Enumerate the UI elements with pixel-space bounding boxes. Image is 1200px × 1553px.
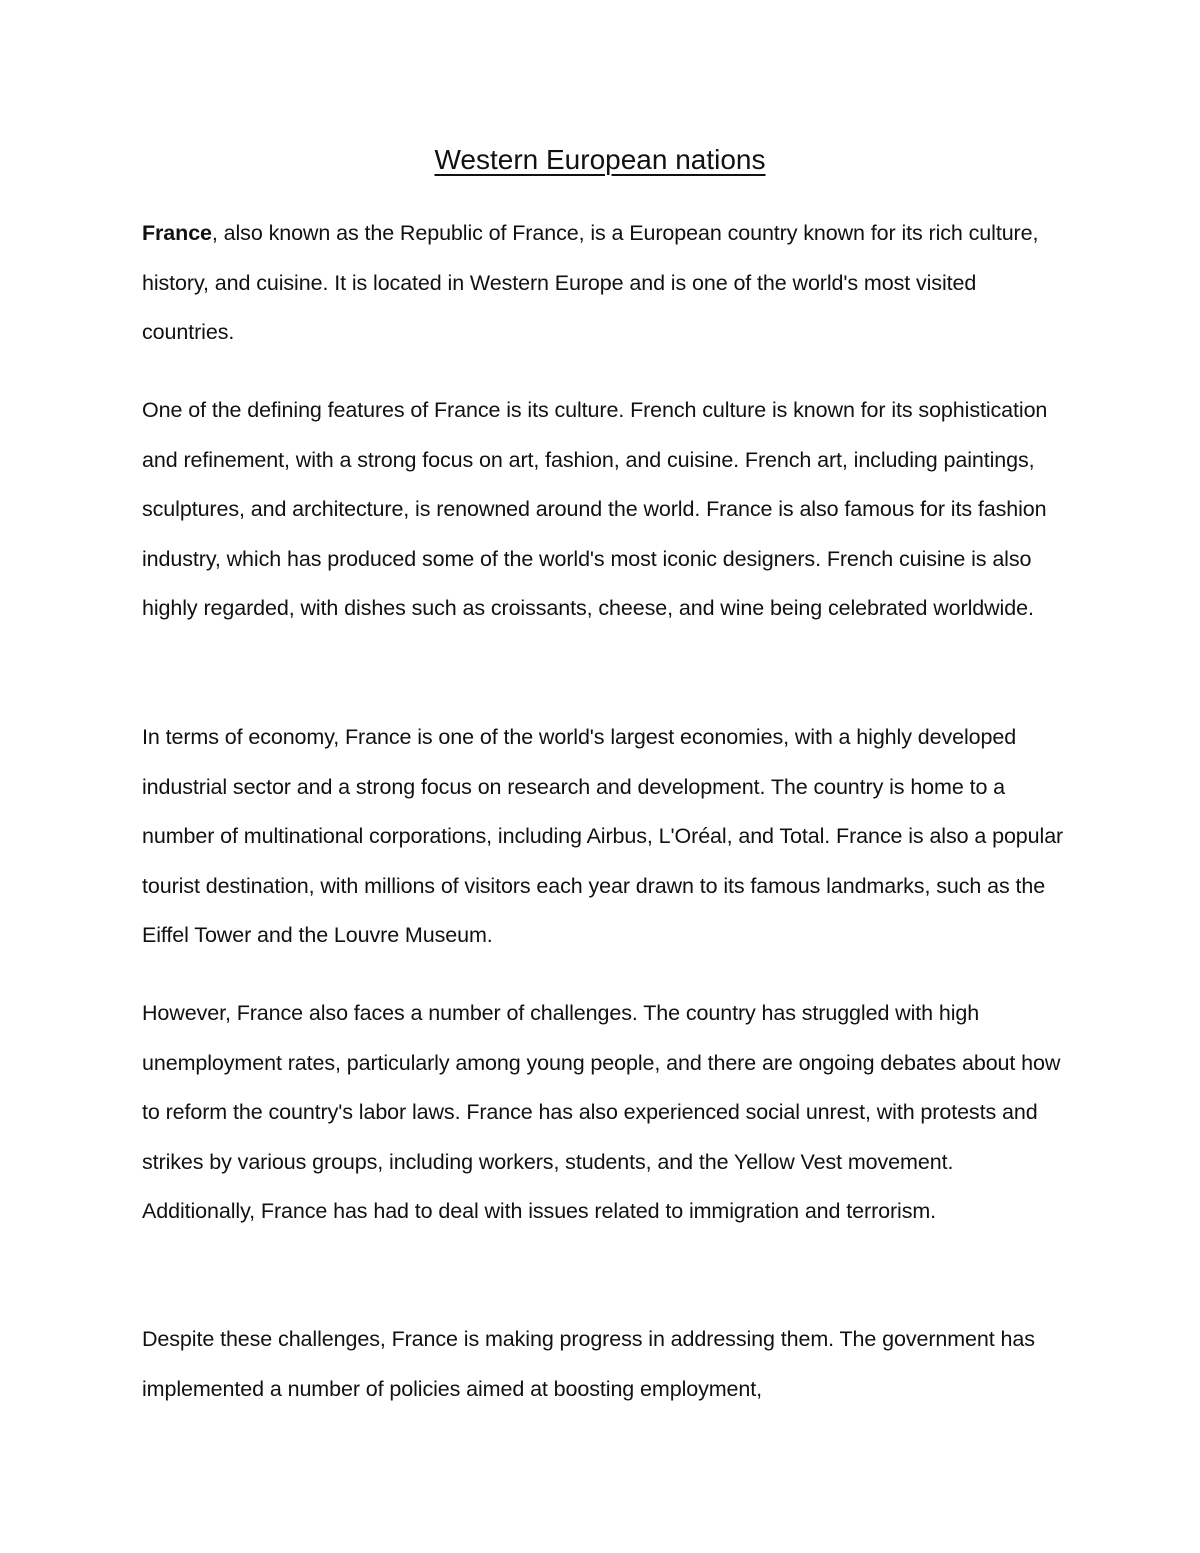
document-title: Western European nations	[434, 144, 766, 175]
paragraph-challenges: However, France also faces a number of challenges. The country has struggled with high unemployment rates, particularly among young people, and there are ongoing debates about how to reform the country's labor laws. France has also experienced social unrest, with protests and strikes by various groups, including workers, students, and the Yellow Vest movement. Additionally, France has had to deal with issues related to immigration and terrorism.	[142, 1001, 1061, 1223]
paragraph-culture: One of the defining features of France is its culture. French culture is known for its sophistication and refinement, with a strong focus on art, fashion, and cuisine. French art, including paintings, sculptures, and architecture, is renowned around the world. France is also famous for its fashion industry, which has produced some of the world's most iconic designers. French cuisine is also highly regarded, with dishes such as croissants, cheese, and wine being celebrated worldwide.	[142, 398, 1048, 620]
paragraph-economy: In terms of economy, France is one of the world's largest economies, with a highly developed industrial sector and a strong focus on research and development. The country is home to a number of multinational corporations, including Airbus, L'Oréal, and Total. France is also a popular tourist destination, with millions of visitors each year drawn to its famous landmarks, such as the Eiffel Tower and the Louvre Museum.	[142, 725, 1064, 947]
paragraph-text: , also known as the Republic of France, is a European country known for its rich culture, history, and cuisine. It is located in Western Europe and is one of the world's most visited countries.	[142, 221, 1039, 344]
paragraph-france-intro	[142, 209, 1067, 358]
bold-country-name: France	[142, 221, 212, 245]
paragraph-progress: Despite these challenges, France is making progress in addressing them. The government has implemented a number of policies aimed at boosting employment,	[142, 1327, 1035, 1401]
